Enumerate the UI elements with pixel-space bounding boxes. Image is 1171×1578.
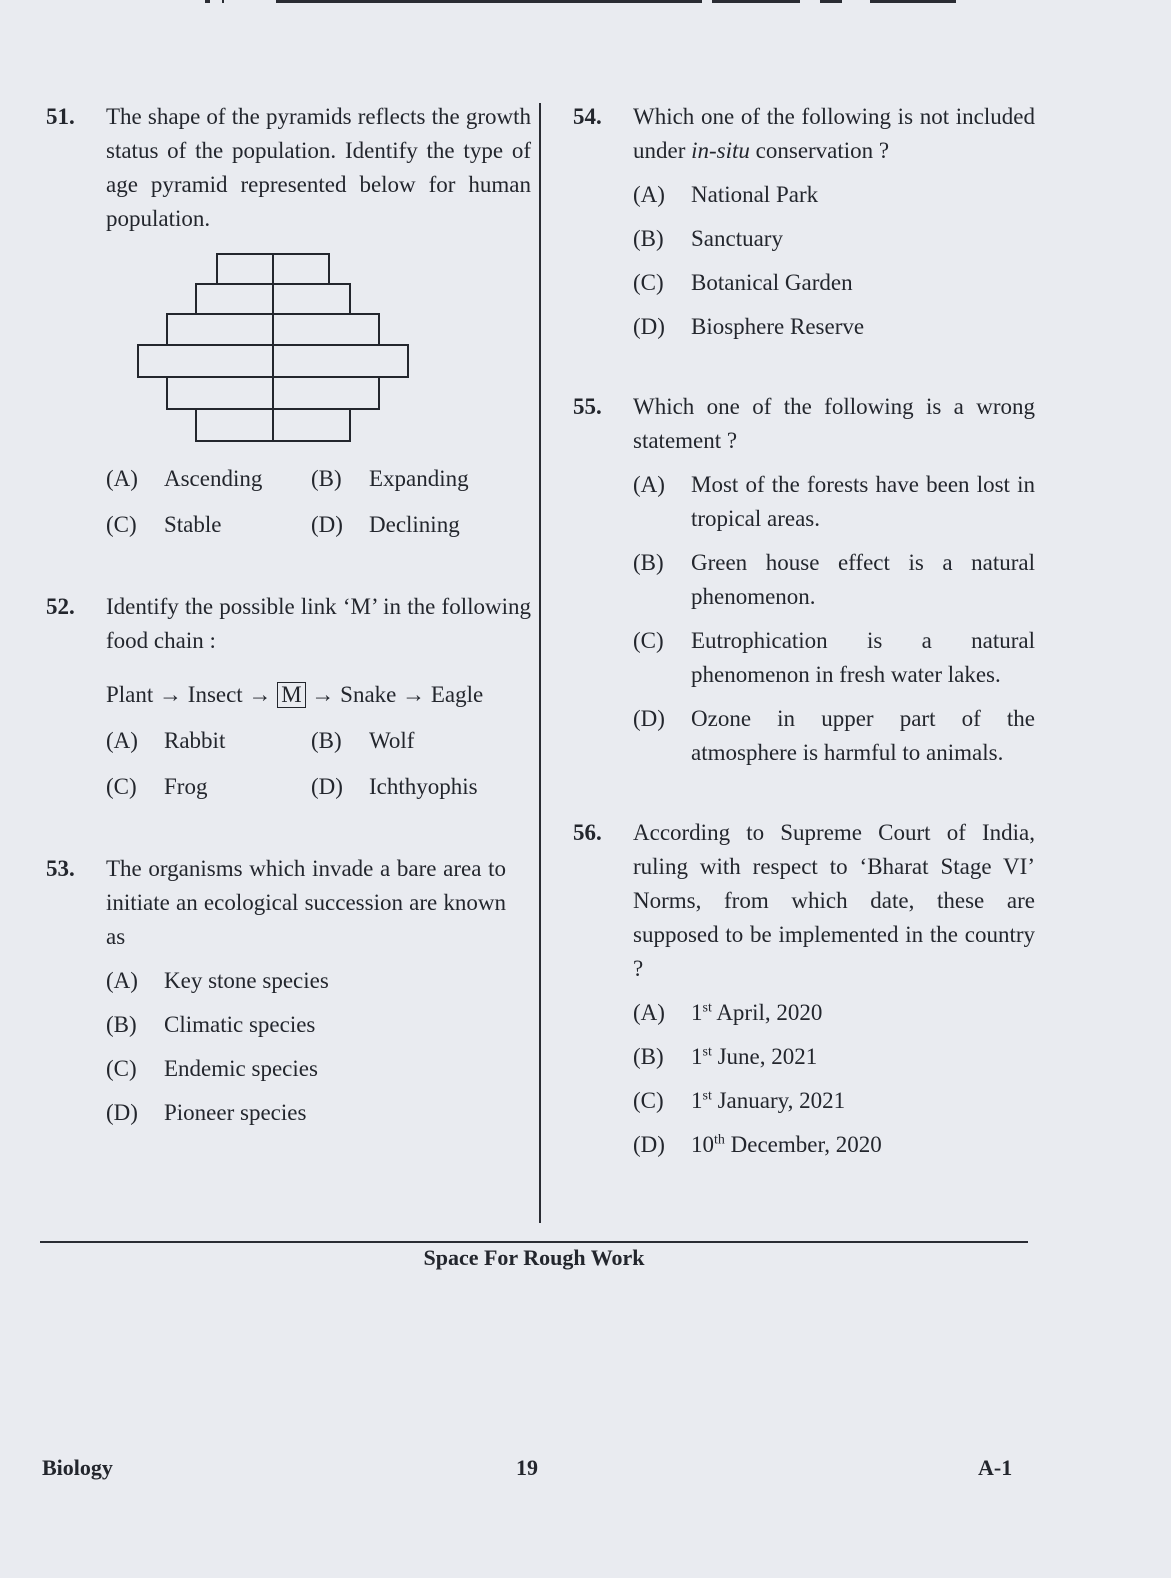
option-day: 10 (691, 1132, 714, 1157)
option-text (691, 1084, 1035, 1118)
question-body (106, 590, 531, 804)
option-day: 1 (691, 1000, 703, 1025)
option-label: (C) (633, 628, 664, 653)
option-label: (A) (106, 728, 138, 753)
option-c[interactable] (633, 624, 1035, 692)
chain-snake: Snake (340, 682, 397, 707)
option-label: (A) (106, 466, 138, 491)
scan-mark (205, 0, 210, 3)
option-c[interactable] (633, 1084, 1035, 1118)
question-body (106, 100, 531, 542)
question-body (106, 852, 506, 1130)
option-date-rest: January, 2021 (711, 1088, 846, 1113)
option-a[interactable] (633, 468, 1035, 536)
option-text: Expanding (369, 466, 469, 491)
question-56 (573, 816, 1035, 1162)
arrow-icon: → (402, 682, 426, 707)
option-label: (B) (633, 550, 664, 575)
option-text: Wolf (369, 728, 415, 753)
option-text: Sanctuary (691, 226, 783, 251)
option-date-rest: April, 2020 (711, 1000, 823, 1025)
chain-eagle: Eagle (430, 682, 484, 707)
option-c[interactable] (106, 770, 311, 804)
option-text: Biosphere Reserve (691, 314, 865, 339)
option-a[interactable] (106, 462, 311, 496)
question-number: 56. (573, 820, 602, 845)
question-text: The organisms which invade a bare area to initiate an ecological succession are known as (106, 856, 506, 949)
option-label: (D) (311, 774, 343, 799)
chain-insect: Insect (187, 682, 243, 707)
chain-missing-link: M (277, 682, 305, 708)
option-date-rest: June, 2021 (711, 1044, 818, 1069)
arrow-icon: → (248, 682, 272, 707)
chain-plant: Plant (106, 682, 154, 707)
option-text: Key stone species (164, 968, 329, 993)
option-label: (D) (633, 706, 665, 731)
option-a[interactable] (106, 724, 311, 758)
rough-work-heading: Space For Rough Work (423, 1245, 645, 1270)
question-body (633, 100, 1035, 344)
option-b[interactable] (633, 546, 1035, 614)
option-c[interactable] (106, 508, 311, 542)
option-text: Ichthyophis (369, 774, 478, 799)
option-text: Stable (164, 512, 222, 537)
option-day-suffix: st (702, 1044, 712, 1060)
option-date-rest: December, 2020 (724, 1132, 882, 1157)
question-number: 51. (46, 104, 75, 129)
option-c[interactable] (633, 266, 1035, 300)
option-text: Most of the forests have been lost in tropical areas. (691, 472, 1035, 531)
question-51 (46, 100, 531, 542)
footer-page-number: 19 (516, 1455, 538, 1480)
option-b[interactable] (633, 222, 1035, 256)
option-label: (A) (633, 182, 665, 207)
column-divider (539, 103, 541, 1223)
age-pyramid-diagram (136, 252, 412, 444)
option-text: Endemic species (164, 1056, 318, 1081)
rough-work-rule (40, 1241, 1028, 1243)
option-label: (C) (633, 1088, 664, 1113)
option-b[interactable] (311, 724, 531, 758)
option-text: Eutrophication is a natural phenomenon in fresh water lakes. (691, 628, 1035, 687)
option-day-suffix: th (714, 1132, 725, 1148)
option-d[interactable] (633, 310, 1035, 344)
option-b[interactable] (311, 462, 531, 496)
option-label: (B) (311, 466, 342, 491)
option-day: 1 (691, 1044, 703, 1069)
option-text: Ozone in upper part of the atmosphere is harmful to animals. (691, 706, 1035, 765)
option-label: (C) (106, 512, 137, 537)
right-column (573, 100, 1035, 1162)
option-label: (D) (311, 512, 343, 537)
option-a[interactable] (106, 964, 506, 998)
question-text (633, 100, 1035, 168)
food-chain (106, 678, 531, 712)
option-label: (B) (633, 226, 664, 251)
option-label: (D) (633, 1132, 665, 1157)
option-a[interactable] (633, 178, 1035, 212)
scan-mark (222, 0, 224, 3)
option-label: (C) (633, 270, 664, 295)
question-text: Identify the possible link ‘M’ in the following food chain : (106, 594, 531, 653)
footer-code: A-1 (978, 1455, 1013, 1480)
option-d[interactable] (633, 1128, 1035, 1162)
option-label: (D) (106, 1100, 138, 1125)
option-text: Frog (164, 774, 208, 799)
option-label: (C) (106, 774, 137, 799)
question-number: 52. (46, 594, 75, 619)
question-number: 53. (46, 856, 75, 881)
scan-mark (870, 0, 956, 3)
question-text-italic: in-situ (691, 138, 750, 163)
question-body (633, 390, 1035, 770)
option-label: (B) (106, 1012, 137, 1037)
options (106, 724, 531, 804)
option-text (691, 1040, 1035, 1074)
option-d[interactable] (311, 770, 531, 804)
option-b[interactable] (633, 1040, 1035, 1074)
option-day-suffix: st (702, 1088, 712, 1104)
question-text: According to Supreme Court of India, ruling with respect to ‘Bharat Stage VI’ Norms, from which date, these are supposed to be implemented in the country ? (633, 820, 1035, 981)
option-b[interactable] (106, 1008, 506, 1042)
option-text: Pioneer species (164, 1100, 307, 1125)
option-d[interactable] (633, 702, 1035, 770)
arrow-icon: → (311, 682, 335, 707)
scan-mark (820, 0, 842, 3)
option-d[interactable] (311, 508, 531, 542)
option-label: (A) (633, 472, 665, 497)
question-52 (46, 590, 531, 804)
footer-subject: Biology (42, 1455, 113, 1480)
question-53 (46, 852, 506, 1130)
question-number: 54. (573, 104, 602, 129)
left-column (46, 100, 531, 1130)
option-a[interactable] (633, 996, 1035, 1030)
option-text: Green house effect is a natural phenomenon. (691, 550, 1035, 609)
option-label: (D) (633, 314, 665, 339)
option-day-suffix: st (702, 1000, 712, 1016)
option-text (691, 1128, 1035, 1162)
option-text: Botanical Garden (691, 270, 853, 295)
option-text: Rabbit (164, 728, 226, 753)
question-text: Which one of the following is a wrong statement ? (633, 394, 1035, 453)
question-text-start: Which one of the following is not included under (633, 104, 1035, 163)
option-d[interactable] (106, 1096, 506, 1130)
scan-mark (276, 0, 702, 3)
question-54 (573, 100, 1035, 344)
option-text: Climatic species (164, 1012, 316, 1037)
option-c[interactable] (106, 1052, 506, 1086)
question-text: The shape of the pyramids reflects the growth status of the population. Identify the type of age pyramid represented below for human population. (106, 104, 531, 231)
options (106, 462, 531, 542)
arrow-icon: → (159, 682, 183, 707)
option-day: 1 (691, 1088, 703, 1113)
option-label: (C) (106, 1056, 137, 1081)
option-text: National Park (691, 182, 819, 207)
question-body (633, 816, 1035, 1162)
option-label: (A) (106, 968, 138, 993)
question-text-end: conservation ? (749, 138, 890, 163)
option-text (691, 996, 1035, 1030)
option-text: Ascending (164, 466, 263, 491)
question-55 (573, 390, 1035, 770)
option-label: (B) (633, 1044, 664, 1069)
option-label: (B) (311, 728, 342, 753)
scan-mark (712, 0, 800, 3)
option-label: (A) (633, 1000, 665, 1025)
option-text: Declining (369, 512, 460, 537)
question-number: 55. (573, 394, 602, 419)
